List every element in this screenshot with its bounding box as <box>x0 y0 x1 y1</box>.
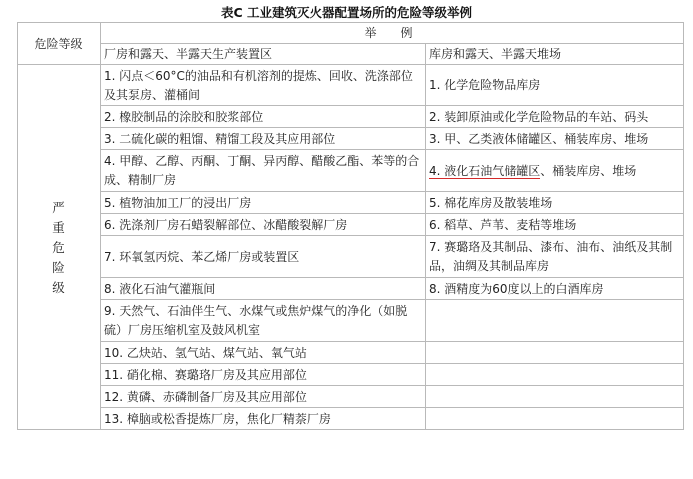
factory-cell: 2. 橡胶制品的涂胶和胶浆部位 <box>101 106 426 128</box>
table-row <box>18 236 684 278</box>
factory-cell: 1. 闪点＜60°C的油品和有机溶剂的提炼、回收、洗涤部位及其泵房、灌桶间 <box>101 65 426 106</box>
storage-cell: 3. 甲、乙类液体储罐区、桶装库房、堆场 <box>426 128 684 150</box>
table-row <box>18 278 684 300</box>
table-row <box>18 192 684 214</box>
factory-cell: 3. 二硫化碳的粗馏、精馏工段及其应用部位 <box>101 128 426 150</box>
level-char: 严 <box>52 199 65 215</box>
factory-cell: 10. 乙炔站、氢气站、煤气站、氧气站 <box>101 342 426 364</box>
storage-cell <box>426 300 684 342</box>
storage-cell: 6. 稻草、芦苇、麦秸等堆场 <box>426 214 684 236</box>
storage-cell <box>426 408 684 430</box>
level-cell-severe <box>18 65 101 430</box>
factory-cell: 7. 环氧氢丙烷、苯乙烯厂房或装置区 <box>101 236 426 278</box>
table-row <box>18 65 684 106</box>
table-row <box>18 106 684 128</box>
table-row <box>18 364 684 386</box>
table-row <box>18 214 684 236</box>
header-factory: 厂房和露天、半露天生产装置区 <box>101 44 426 65</box>
header-row <box>18 23 684 44</box>
storage-cell: 7. 赛璐珞及其制品、漆布、油布、油纸及其制品，油绸及其制品库房 <box>426 236 684 278</box>
table-title: 表C 工业建筑灭火器配置场所的危险等级举例 <box>220 5 473 20</box>
factory-cell: 8. 液化石油气灌瓶间 <box>101 278 426 300</box>
storage-cell <box>426 386 684 408</box>
table-row <box>18 342 684 364</box>
subheader-row <box>18 44 684 65</box>
storage-cell <box>426 150 684 192</box>
factory-cell: 9. 天然气、石油伴生气、水煤气或焦炉煤气的净化（如脱硫）厂房压缩机室及鼓风机室 <box>101 300 426 342</box>
table-row <box>18 408 684 430</box>
storage-cell: 1. 化学危险物品库房 <box>426 65 684 106</box>
highlighted-text: 4. 液化石油气储罐区 <box>429 163 541 178</box>
storage-cell: 8. 酒精度为60度以上的白酒库房 <box>426 278 684 300</box>
table-row <box>18 150 684 192</box>
table-row <box>18 300 684 342</box>
header-level: 危险等级 <box>18 23 101 65</box>
table-row <box>18 128 684 150</box>
storage-cell <box>426 364 684 386</box>
storage-text: 、桶装库房、堆场 <box>540 163 637 178</box>
header-storage: 库房和露天、半露天堆场 <box>426 44 684 65</box>
factory-cell: 5. 植物油加工厂的浸出厂房 <box>101 192 426 214</box>
level-char: 重 <box>52 219 65 235</box>
table-row <box>18 386 684 408</box>
header-examples: 举 例 <box>101 23 684 44</box>
factory-cell: 11. 硝化棉、赛璐珞厂房及其应用部位 <box>101 364 426 386</box>
storage-cell <box>426 342 684 364</box>
hazard-level-table <box>17 22 684 430</box>
storage-cell: 2. 装卸原油或化学危险物品的车站、码头 <box>426 106 684 128</box>
factory-cell: 4. 甲醇、乙醇、丙酮、丁酮、异丙醇、醋酸乙酯、苯等的合成、精制厂房 <box>101 150 426 192</box>
factory-cell: 12. 黄磷、赤磷制备厂房及其应用部位 <box>101 386 426 408</box>
factory-cell: 6. 洗涤剂厂房石蜡裂解部位、冰醋酸裂解厂房 <box>101 214 426 236</box>
level-char: 级 <box>52 279 65 295</box>
level-char: 危 <box>52 239 65 255</box>
level-char: 险 <box>52 259 65 275</box>
factory-cell: 13. 樟脑或松香提炼厂房，焦化厂精萘厂房 <box>101 408 426 430</box>
storage-cell: 5. 棉花库房及散装堆场 <box>426 192 684 214</box>
